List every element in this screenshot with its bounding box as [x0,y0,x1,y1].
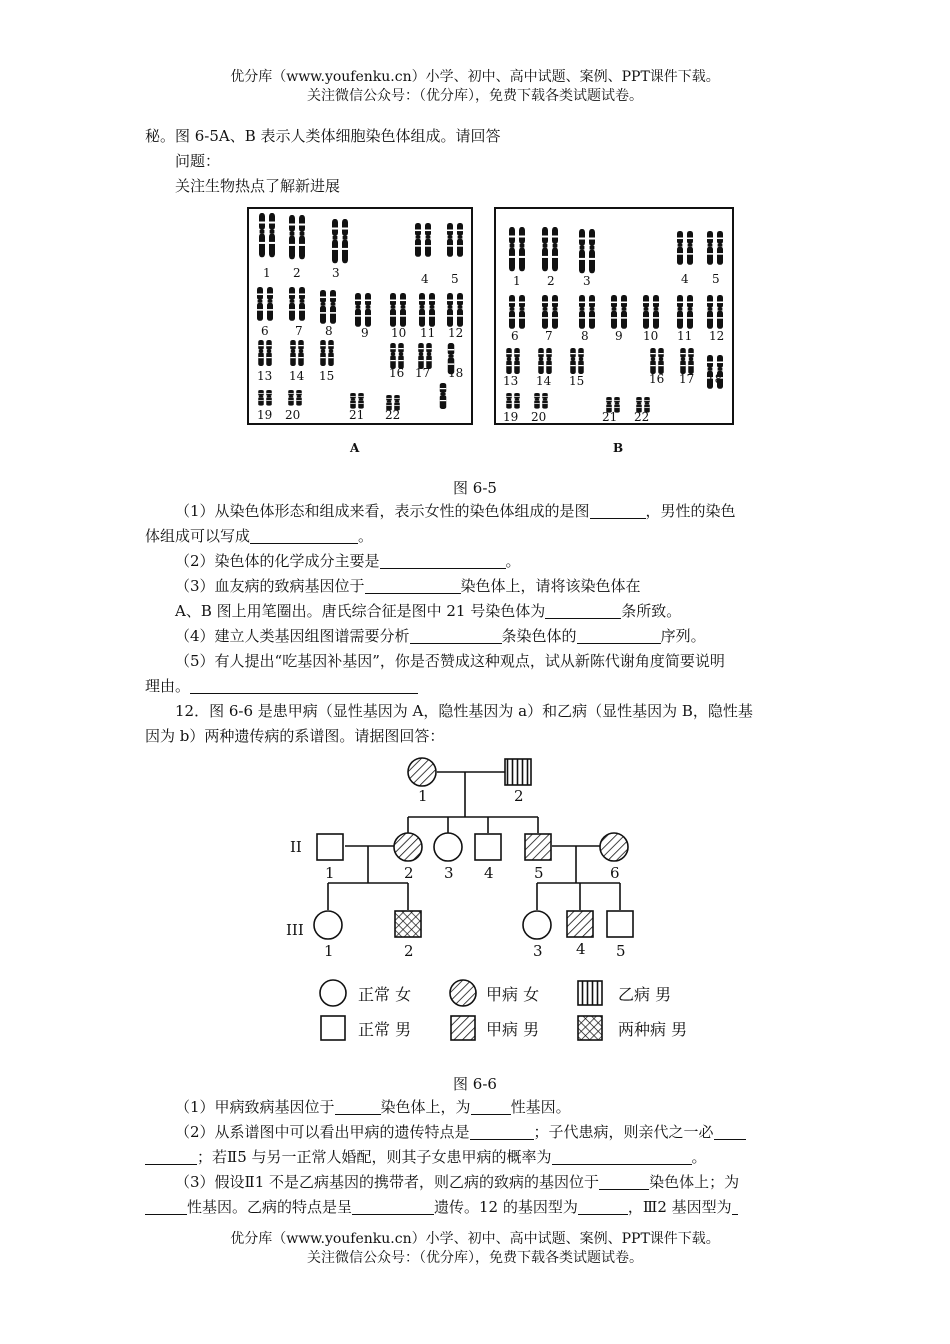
legend-both-male-icon [578,1016,602,1040]
q12-item2-line2: ；若Ⅱ5 与另一正常人婚配，则其子女患甲病的概率为 。 [145,1145,810,1170]
pedigree-label-III3: 3 [533,942,543,960]
pedigree-III3-normal-female [523,911,551,939]
pedigree-label-II6: 6 [610,864,620,882]
svg-text:15: 15 [569,374,585,388]
pedigree-III4-affected-a-male [567,911,593,937]
page-header-line2: 关注微信公众号：（优分库），免费下载各类试题试卷。 [307,88,643,104]
answer-blank[interactable] [732,1198,738,1215]
pedigree-label-I2: 2 [514,787,524,805]
svg-text:2: 2 [547,274,555,288]
pedigree-label-II5: 5 [534,864,544,882]
karyotype-panel-b-label: B [613,441,624,455]
svg-text:14: 14 [536,374,552,388]
svg-text:22: 22 [385,408,401,422]
svg-text:16: 16 [649,372,665,386]
answer-blank[interactable] [470,1123,534,1140]
answer-blank[interactable] [352,1198,434,1215]
answer-blank[interactable] [365,577,461,594]
legend-normal-male-icon [321,1016,345,1040]
answer-blank[interactable] [552,1148,692,1165]
svg-text:11: 11 [677,329,693,343]
pedigree-III5-normal-male [607,911,633,937]
pedigree-label-III5: 5 [616,942,626,960]
pedigree-III1-normal-female [314,911,342,939]
svg-text:20: 20 [285,408,301,422]
answer-blank[interactable] [335,1098,381,1115]
svg-text:11: 11 [420,326,436,340]
pedigree-III2-both-diseases-male [395,911,421,937]
pedigree-II2-affected-a-female [394,833,422,861]
pedigree-lines [328,772,620,910]
pedigree-label-II2: 2 [404,864,414,882]
pedigree-label-II1: 1 [325,864,335,882]
legend-normal-female-icon [320,980,346,1006]
q11-item1-line1: （1）从染色体形态和组成来看，表示女性的染色体组成的是图 ，男性的染色 [175,502,736,520]
svg-text:8: 8 [325,324,333,338]
legend-b-male-icon [578,981,602,1005]
svg-text:19: 19 [257,408,273,422]
svg-text:17: 17 [415,366,431,380]
legend-normal-female: 正常 女 [358,985,412,1004]
answer-blank[interactable] [714,1123,746,1140]
intro-line3: 关注生物热点了解新进展 [175,177,341,195]
generation-label-II: II [290,838,302,856]
intro-line1: 秘。图 6-5A、B 表示人类体细胞染色体组成。请回答 [145,127,501,145]
q11-item5-line1: （5）有人提出“吃基因补基因”，你是否赞成这种观点，试从新陈代谢角度简要说明 [175,652,725,670]
pedigree-II3-normal-female [434,833,462,861]
pedigree-label-II4: 4 [484,864,494,882]
karyotype-panel-a-label: A [350,441,360,455]
figure-6-5-caption: 图 6-5 [453,479,497,497]
legend-a-male-icon [451,1016,475,1040]
svg-text:5: 5 [451,272,459,286]
legend-normal-male: 正常 男 [358,1020,412,1039]
pedigree-II5-affected-a-male [525,834,551,860]
legend-b-male: 乙病 男 [618,985,672,1004]
pedigree-label-III4: 4 [576,940,586,958]
svg-text:9: 9 [361,326,369,340]
q11-item2: （2）染色体的化学成分主要是 。 [175,552,521,570]
svg-text:13: 13 [257,369,273,383]
svg-text:19: 19 [503,410,519,424]
q12-item2-line1: （2）从系谱图中可以看出甲病的遗传特点是 ；子代患病，则亲代之一必 [145,1120,840,1145]
svg-text:21: 21 [349,408,365,422]
pedigree-II1-normal-male [317,834,343,860]
svg-text:2: 2 [293,266,301,280]
answer-blank[interactable] [578,1198,628,1215]
svg-text:10: 10 [643,329,659,343]
answer-blank[interactable] [410,627,502,644]
svg-text:13: 13 [503,374,519,388]
intro-line2: 问题： [175,152,221,170]
q11-item3-line1: （3）血友病的致病基因位于 染色体上，请将该染色体在 [175,577,641,595]
svg-text:7: 7 [295,324,303,338]
q11-item3-line2: A、B 图上用笔圈出。唐氏综合征是图中 21 号染色体为 条所致。 [175,602,682,620]
legend-both-male: 两种病 男 [618,1020,688,1039]
svg-text:8: 8 [581,329,589,343]
pedigree-figure [280,755,700,1055]
answer-blank[interactable] [471,1098,511,1115]
svg-text:9: 9 [615,329,623,343]
answer-blank[interactable] [145,1198,187,1215]
generation-label-III: III [286,921,304,939]
svg-text:18: 18 [448,366,464,380]
svg-text:4: 4 [681,272,689,286]
q12-item3-line2: 性基因。乙病的特点是呈 遗传。12 的基因型为 ，Ⅲ2 基因型为 [145,1195,810,1220]
svg-text:6: 6 [511,329,519,343]
q12-item1: （1）甲病致病基因位于 染色体上，为 性基因。 [175,1098,571,1116]
figure-6-6-caption: 图 6-6 [453,1075,497,1093]
svg-text:10: 10 [391,326,407,340]
svg-text:17: 17 [679,372,695,386]
answer-blank[interactable] [599,1173,649,1190]
answer-blank[interactable] [590,502,646,519]
svg-text:4: 4 [421,272,429,286]
q11-item4: （4）建立人类基因组图谱需要分析 条染色体的 序列。 [175,627,706,645]
pedigree-II6-affected-a-female [600,833,628,861]
q11-item5-line2: 理由。 [145,674,810,699]
page-footer-line2: 关注微信公众号：（优分库），免费下载各类试题试卷。 [307,1250,643,1266]
svg-text:3: 3 [583,274,591,288]
answer-blank[interactable] [190,677,418,694]
page-footer-line1: 优分库（www.youfenku.cn）小学、初中、高中试题、案例、PPT课件下载。 [230,1231,720,1247]
svg-text:6: 6 [261,324,269,338]
karyotype-figure [245,205,740,460]
svg-text:7: 7 [545,329,553,343]
q11-item1-line2: 体组成可以写成 。 [145,527,374,545]
svg-text:16: 16 [389,366,405,380]
pedigree-II4-normal-male [475,834,501,860]
pedigree-I2-affected-b-male [505,759,531,785]
legend-a-female-icon [450,980,476,1006]
q12-item3-line1: （3）假设Ⅱ1 不是乙病基因的携带者，则乙病的致病的基因位于 染色体上；为 [175,1173,740,1191]
svg-text:3: 3 [332,266,340,280]
page-header-line1: 优分库（www.youfenku.cn）小学、初中、高中试题、案例、PPT课件下载。 [230,69,720,85]
answer-blank[interactable] [145,1148,197,1165]
svg-text:14: 14 [289,369,305,383]
q12-stem-line1: 12．图 6-6 是患甲病（显性基因为 A，隐性基因为 a）和乙病（显性基因为 B，隐性基 [175,702,753,720]
answer-blank[interactable] [545,602,621,619]
pedigree-I1-affected-a-female [408,758,436,786]
svg-text:18: 18 [707,372,723,386]
svg-text:5: 5 [712,272,720,286]
svg-text:15: 15 [319,369,335,383]
pedigree-label-III1: 1 [324,942,334,960]
svg-text:12: 12 [709,329,725,343]
answer-blank[interactable] [577,627,661,644]
legend-a-female: 甲病 女 [486,985,540,1004]
svg-text:1: 1 [513,274,521,288]
svg-text:22: 22 [634,410,650,424]
svg-text:12: 12 [448,326,464,340]
q12-stem-line2: 因为 b）两种遗传病的系谱图。请据图回答： [145,727,445,745]
svg-text:1: 1 [263,266,271,280]
legend-a-male: 甲病 男 [486,1020,540,1039]
svg-text:20: 20 [531,410,547,424]
svg-text:21: 21 [602,410,618,424]
pedigree-label-II3: 3 [444,864,454,882]
pedigree-label-I1: 1 [418,787,428,805]
answer-blank[interactable] [250,527,358,544]
pedigree-legend [320,980,687,1040]
answer-blank[interactable] [380,552,506,569]
pedigree-label-III2: 2 [404,942,414,960]
